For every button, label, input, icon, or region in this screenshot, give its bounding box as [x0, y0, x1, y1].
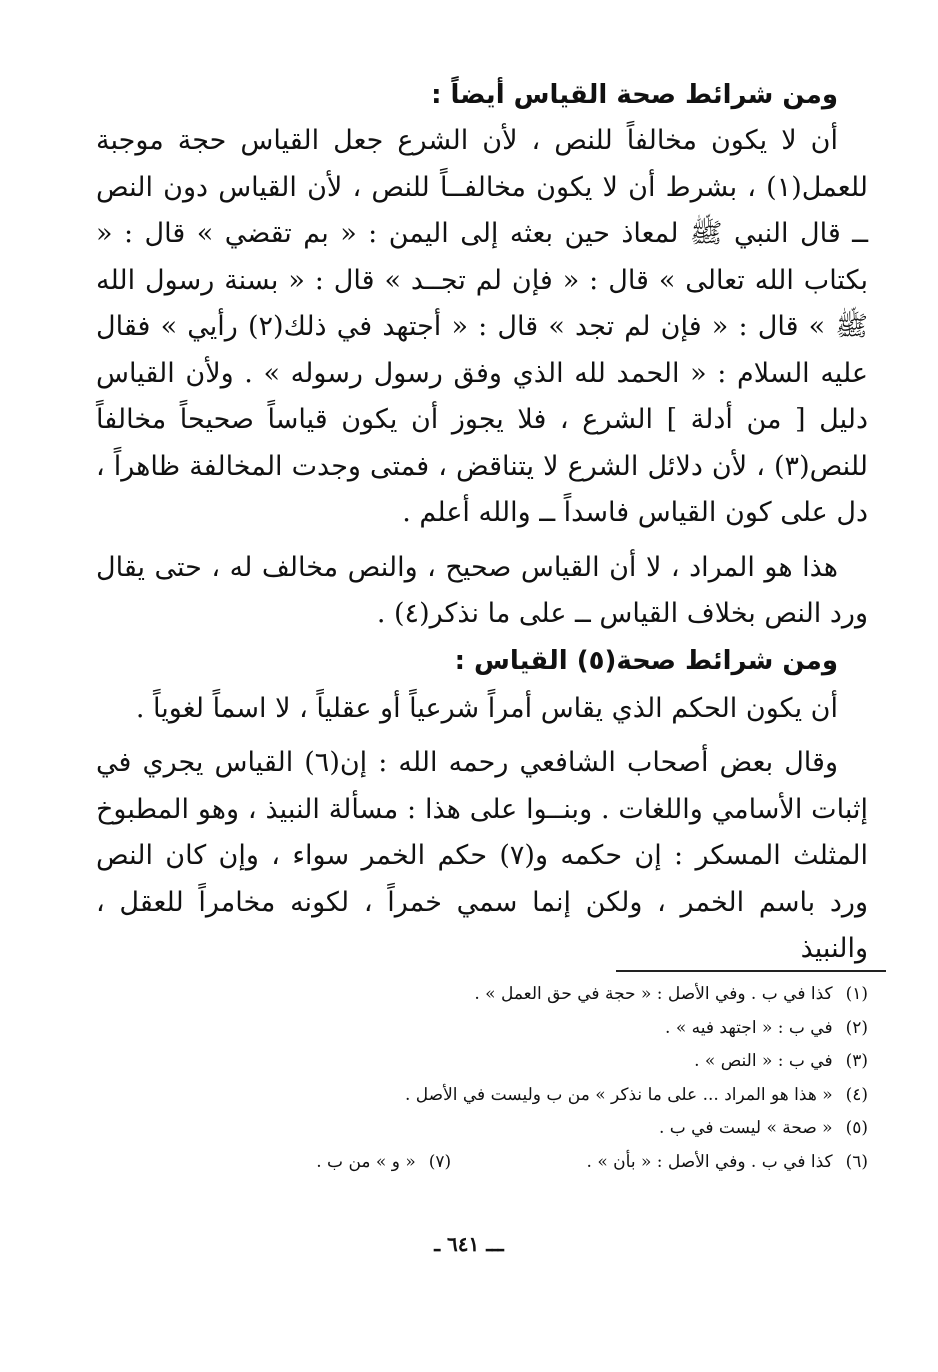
footnote-number: (٧) — [428, 1151, 452, 1172]
footnote-text: « صحة » ليست في ب . — [658, 1118, 833, 1138]
page-number: ـــ ٦٤١ ـ — [434, 1232, 504, 1256]
paragraph-3: أن يكون الحكم الذي يقاس أمراً شرعياً أو عقلياً ، لا اسماً لغوياً . — [135, 692, 838, 724]
footnote-number: (١) — [845, 984, 868, 1004]
footnote-7 — [316, 1146, 451, 1180]
footnote-text: « هذا هو المراد ... على ما نذكر » من ب وليست في الأصل . — [404, 1084, 833, 1105]
paragraph-2: هذا هو المراد ، لا أن القياس صحيح ، والنص مخالف له ، حتى يقال ورد النص بخلاف القياس ــ على ما نذكر(٤) . — [96, 551, 868, 629]
footnote-3 — [96, 1045, 886, 1079]
footnote-number: (٤) — [845, 1084, 868, 1105]
footnote-text: في ب : « اجتهد فيه » . — [665, 1017, 833, 1038]
main-text — [96, 72, 868, 973]
paragraph-4: وقال بعض أصحاب الشافعي رحمه الله : إن(٦) القياس يجري في إثبات الأسامي واللغات . وبنــوا على هذا : مسألة النبيذ ، وهو المطبوخ المثلث المسكر : إن حكمه و(٧) حكم الخمر سواء ، وإن كان النص ورد باسم الخمر ، ولكن إنما سمي خمراً ، لكونه مخامراً للعقل ، والنبيذ — [96, 747, 869, 964]
footnote-divider — [616, 970, 886, 972]
footnote-number: (٣) — [845, 1051, 868, 1071]
footnote-1 — [96, 978, 886, 1012]
footnotes — [96, 970, 886, 1179]
paragraph-1: أن لا يكون مخالفاً للنص ، لأن الشرع جعل القياس حجة موجبة للعمل(١) ، بشرط أن لا يكون مخالفــاً للنص ، لأن القياس دون النص ــ قال النبي ﷺ لمعاذ حين بعثه إلى اليمن : « بم تقضي » قال : « بكتاب الله تعالى » قال : « فإن لم تجــد » قال : « بسنة رسول الله ﷺ » قال : « فإن لم تجد » قال : « أجتهد في ذلك(٢) رأيي » فقال عليه السلام : « الحمد لله الذي وفق رسول رسوله » . ولأن القياس دليل [ من أدلة ] الشرع ، فلا يجوز أن يكون قياساً صحيحاً مخالفاً للنص(٣) ، لأن دلائل الشرع لا يتناقض ، فمتى وجدت المخالفة ظاهراً ، دل على كون القياس فاسداً ــ والله أعلم . — [96, 125, 868, 528]
footnote-number: (٦) — [845, 1151, 868, 1172]
footnote-text: في ب : « النص » . — [694, 1051, 833, 1071]
footnote-number: (٢) — [845, 1017, 868, 1038]
footnote-text: كذا في ب . وفي الأصل : « بأن » . — [586, 1151, 833, 1172]
footnote-5 — [96, 1112, 886, 1146]
footnote-text: كذا في ب . وفي الأصل : « حجة في حق العمل » . — [474, 984, 833, 1004]
section-heading-2: ومن شرائط صحة(٥) القياس : — [454, 645, 838, 676]
footnote-number: (٥) — [845, 1118, 868, 1138]
footnote-6 — [96, 1146, 886, 1180]
footnote-4 — [96, 1079, 886, 1113]
section-heading-1: ومن شرائط صحة القياس أيضاً : — [431, 80, 838, 110]
footnote-2 — [96, 1012, 886, 1046]
footnote-text: « و » من ب . — [316, 1151, 416, 1172]
footnote-list — [96, 978, 886, 1179]
